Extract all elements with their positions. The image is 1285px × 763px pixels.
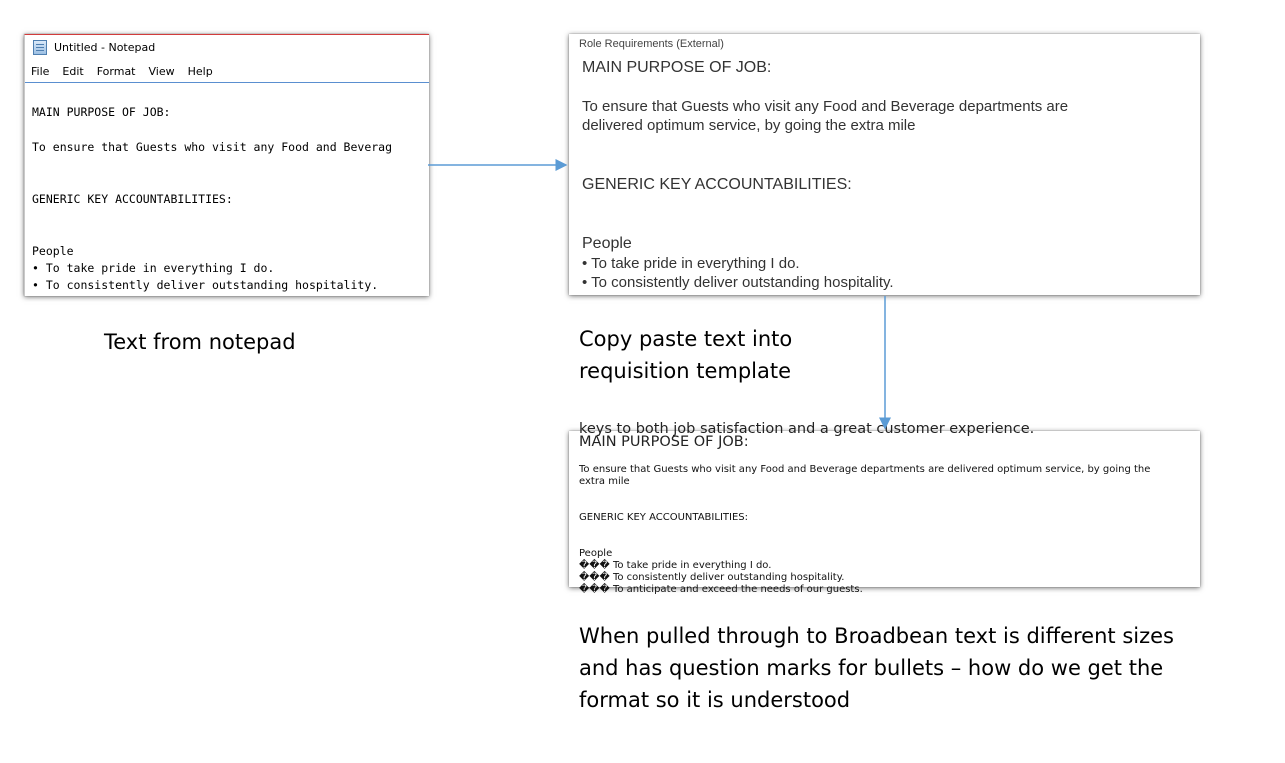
broadbean-bullet: ��� To consistently deliver outstanding hospitality. (579, 572, 845, 583)
role-requirements-header: Role Requirements (External) (579, 38, 724, 50)
notepad-line: MAIN PURPOSE OF JOB: (32, 105, 171, 119)
menu-edit[interactable]: Edit (62, 64, 84, 78)
notepad-menubar (25, 60, 429, 83)
broadbean-purpose-line: To ensure that Guests who visit any Food and Beverage departments are delivered optimum service, by going the (579, 464, 1151, 475)
role-heading: MAIN PURPOSE OF JOB: (582, 59, 772, 76)
notepad-title: Untitled - Notepad (54, 41, 156, 54)
menu-file[interactable]: File (31, 64, 50, 78)
notepad-line: GENERIC KEY ACCOUNTABILITIES: (32, 192, 233, 206)
broadbean-bullet: ��� To take pride in everything I do. (579, 560, 772, 571)
notepad-text-area[interactable] (32, 95, 393, 292)
caption-copy-paste (579, 323, 792, 387)
broadbean-cut-off-text: keys to both job satisfaction and a great customer experience. (579, 421, 1035, 437)
notepad-line: • To consistently deliver outstanding hospitality. (32, 278, 379, 292)
notepad-icon (33, 40, 47, 55)
role-purpose-line: To ensure that Guests who visit any Food and Beverage departments are (582, 98, 1069, 115)
notepad-line: To ensure that Guests who visit any Food and Beverag (32, 140, 393, 154)
broadbean-bullet: ��� To anticipate and exceed the needs of our guests. (579, 584, 863, 595)
role-people: People (582, 235, 632, 252)
menu-help[interactable]: Help (187, 64, 213, 78)
role-bullet: • To take pride in everything I do. (582, 255, 800, 272)
caption-line: format so it is understood (579, 688, 851, 712)
requisition-template-screenshot (569, 34, 1200, 295)
caption-line: and has question marks for bullets – how do we get the (579, 656, 1164, 680)
broadbean-purpose-line: extra mile (579, 476, 630, 487)
broadbean-accountabilities: GENERIC KEY ACCOUNTABILITIES: (579, 512, 748, 523)
menu-view[interactable]: View (148, 64, 175, 78)
broadbean-people: People (579, 548, 613, 559)
notepad-line: People (32, 244, 74, 258)
notepad-line: • To take pride in everything I do. (32, 261, 275, 275)
notepad-titlebar (25, 35, 429, 60)
caption-line: requisition template (579, 359, 792, 383)
broadbean-heading: MAIN PURPOSE OF JOB: (579, 434, 749, 450)
menu-format[interactable]: Format (96, 64, 136, 78)
role-accountabilities: GENERIC KEY ACCOUNTABILITIES: (582, 176, 852, 193)
role-bullet: • To consistently deliver outstanding hospitality. (582, 274, 894, 291)
caption-broadbean (579, 620, 1174, 716)
broadbean-screenshot (569, 421, 1200, 595)
caption-notepad: Text from notepad (104, 330, 296, 354)
role-purpose-line: delivered optimum service, by going the extra mile (582, 117, 916, 134)
caption-line: Copy paste text into (579, 327, 793, 351)
caption-line: When pulled through to Broadbean text is different sizes (579, 624, 1174, 648)
notepad-screenshot (24, 34, 429, 296)
